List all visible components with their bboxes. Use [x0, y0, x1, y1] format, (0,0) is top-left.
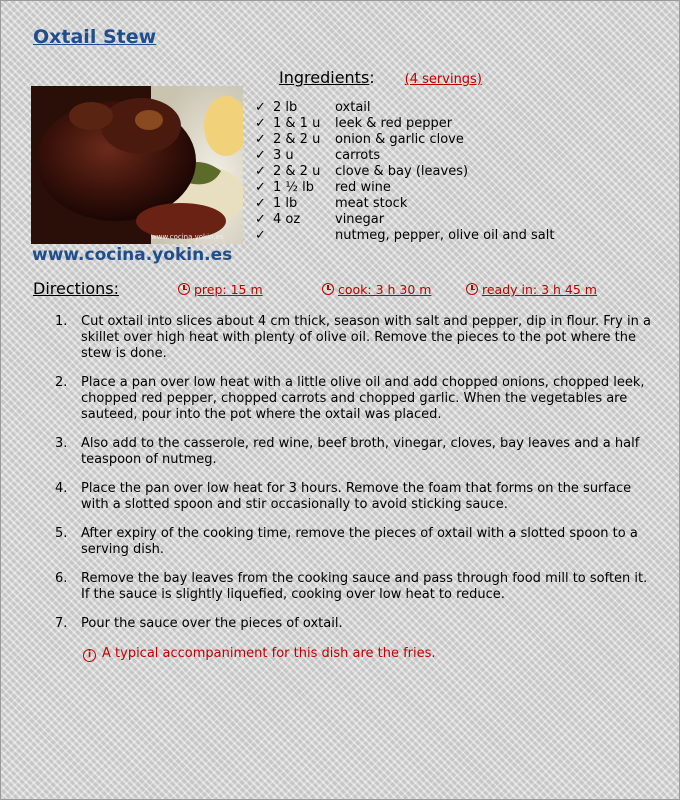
- list-item: [55, 436, 655, 468]
- ingredient-name: meat stock: [335, 196, 408, 211]
- check-icon: ✓: [255, 228, 266, 243]
- list-item: [55, 375, 655, 423]
- ingredient-qty: 2 & 2 u: [273, 132, 321, 147]
- list-item: [55, 526, 655, 558]
- ingredient-item: [255, 228, 554, 244]
- list-item: [55, 616, 655, 632]
- directions-list: [55, 314, 655, 645]
- step-number: 2.: [55, 375, 68, 390]
- ingredients-label: Ingredients: [279, 68, 370, 87]
- ingredient-name: onion & garlic clove: [335, 132, 464, 147]
- ingredients-heading: [279, 68, 482, 87]
- ingredient-name: carrots: [335, 148, 381, 163]
- ingredient-name: clove & bay (leaves): [335, 164, 469, 179]
- step-text: After expiry of the cooking time, remove the pieces of oxtail with a slotted spoon to a serving dish.: [81, 526, 638, 557]
- step-number: 5.: [55, 526, 68, 541]
- step-number: 1.: [55, 314, 68, 329]
- check-icon: ✓: [255, 196, 266, 211]
- prep-time-label: prep: 15 m: [194, 282, 263, 297]
- check-icon: ✓: [255, 180, 266, 195]
- step-number: 3.: [55, 436, 68, 451]
- website-link[interactable]: www.cocina.yokin.es: [32, 245, 233, 265]
- ingredient-qty: 1 & 1 u: [273, 116, 321, 131]
- ingredient-item: [255, 148, 554, 164]
- ingredient-qty: 2 lb: [273, 100, 298, 115]
- ingredient-item: [255, 180, 554, 196]
- list-item: [55, 481, 655, 513]
- prep-time[interactable]: [178, 282, 263, 297]
- step-number: 4.: [55, 481, 68, 496]
- ingredients-colon: :: [369, 68, 375, 87]
- ingredient-qty: 4 oz: [273, 212, 301, 227]
- ingredients-list: [255, 100, 554, 244]
- list-item: [55, 571, 655, 603]
- ingredient-item: [255, 212, 554, 228]
- step-text: Pour the sauce over the pieces of oxtail.: [81, 616, 343, 631]
- ingredient-qty: 3 u: [273, 148, 294, 163]
- clock-icon: [322, 283, 334, 295]
- accompaniment-note: [83, 646, 436, 662]
- check-icon: ✓: [255, 212, 266, 227]
- step-text: Remove the bay leaves from the cooking sauce and pass through food mill to soften it. If the sauce is slightly liquefied, cooking over low heat to reduce.: [81, 571, 648, 602]
- ingredient-qty: 1 ½ lb: [273, 180, 314, 195]
- ingredient-item: [255, 164, 554, 180]
- note-text: A typical accompaniment for this dish are the fries.: [102, 646, 436, 661]
- check-icon: ✓: [255, 100, 266, 115]
- ingredient-name: vinegar: [335, 212, 385, 227]
- check-icon: ✓: [255, 132, 266, 147]
- ingredient-qty: [273, 228, 335, 244]
- cook-time[interactable]: [322, 282, 431, 297]
- dish-photo: [31, 86, 243, 244]
- check-icon: ✓: [255, 116, 266, 131]
- ingredient-name: red wine: [335, 180, 391, 195]
- ingredient-item: [255, 100, 554, 116]
- ingredient-qty: 2 & 2 u: [273, 164, 321, 179]
- check-icon: ✓: [255, 164, 266, 179]
- step-text: Also add to the casserole, red wine, beef broth, vinegar, cloves, bay leaves and a half teaspoon of nutmeg.: [81, 436, 640, 467]
- step-text: Place the pan over low heat for 3 hours. Remove the foam that forms on the surface with a slotted spoon and stir occasionally to avoid sticking sauce.: [81, 481, 632, 512]
- ingredient-item: [255, 116, 554, 132]
- ingredient-item: [255, 196, 554, 212]
- ingredient-qty: 1 lb: [273, 196, 298, 211]
- list-item: [55, 314, 655, 362]
- directions-heading: Directions:: [33, 279, 120, 298]
- info-icon: i: [83, 649, 96, 662]
- ingredient-name: nutmeg, pepper, olive oil and salt: [335, 228, 555, 243]
- cook-time-label: cook: 3 h 30 m: [338, 282, 432, 297]
- ingredient-name: oxtail: [335, 100, 371, 115]
- ready-time-label: ready in: 3 h 45 m: [482, 282, 597, 297]
- ingredient-name: leek & red pepper: [335, 116, 453, 131]
- step-number: 7.: [55, 616, 68, 631]
- clock-icon: [466, 283, 478, 295]
- ready-time[interactable]: [466, 282, 597, 297]
- step-text: Place a pan over low heat with a little olive oil and add chopped onions, chopped leek, chopped red pepper, chopped carrots and chopped garlic. When the vegetables are sauteed, pour into the pot where the oxtail was placed.: [81, 375, 645, 422]
- clock-icon: [178, 283, 190, 295]
- recipe-title: Oxtail Stew: [33, 26, 157, 48]
- servings-link[interactable]: (4 servings): [404, 72, 482, 87]
- ingredient-item: [255, 132, 554, 148]
- check-icon: ✓: [255, 148, 266, 163]
- photo-watermark: www.cocina.yokin.es: [151, 233, 224, 241]
- step-number: 6.: [55, 571, 68, 586]
- step-text: Cut oxtail into slices about 4 cm thick, season with salt and pepper, dip in flour. Fry in a skillet over high heat with plenty of olive oil. Remove the pieces to the pot where the stew is done.: [81, 314, 651, 361]
